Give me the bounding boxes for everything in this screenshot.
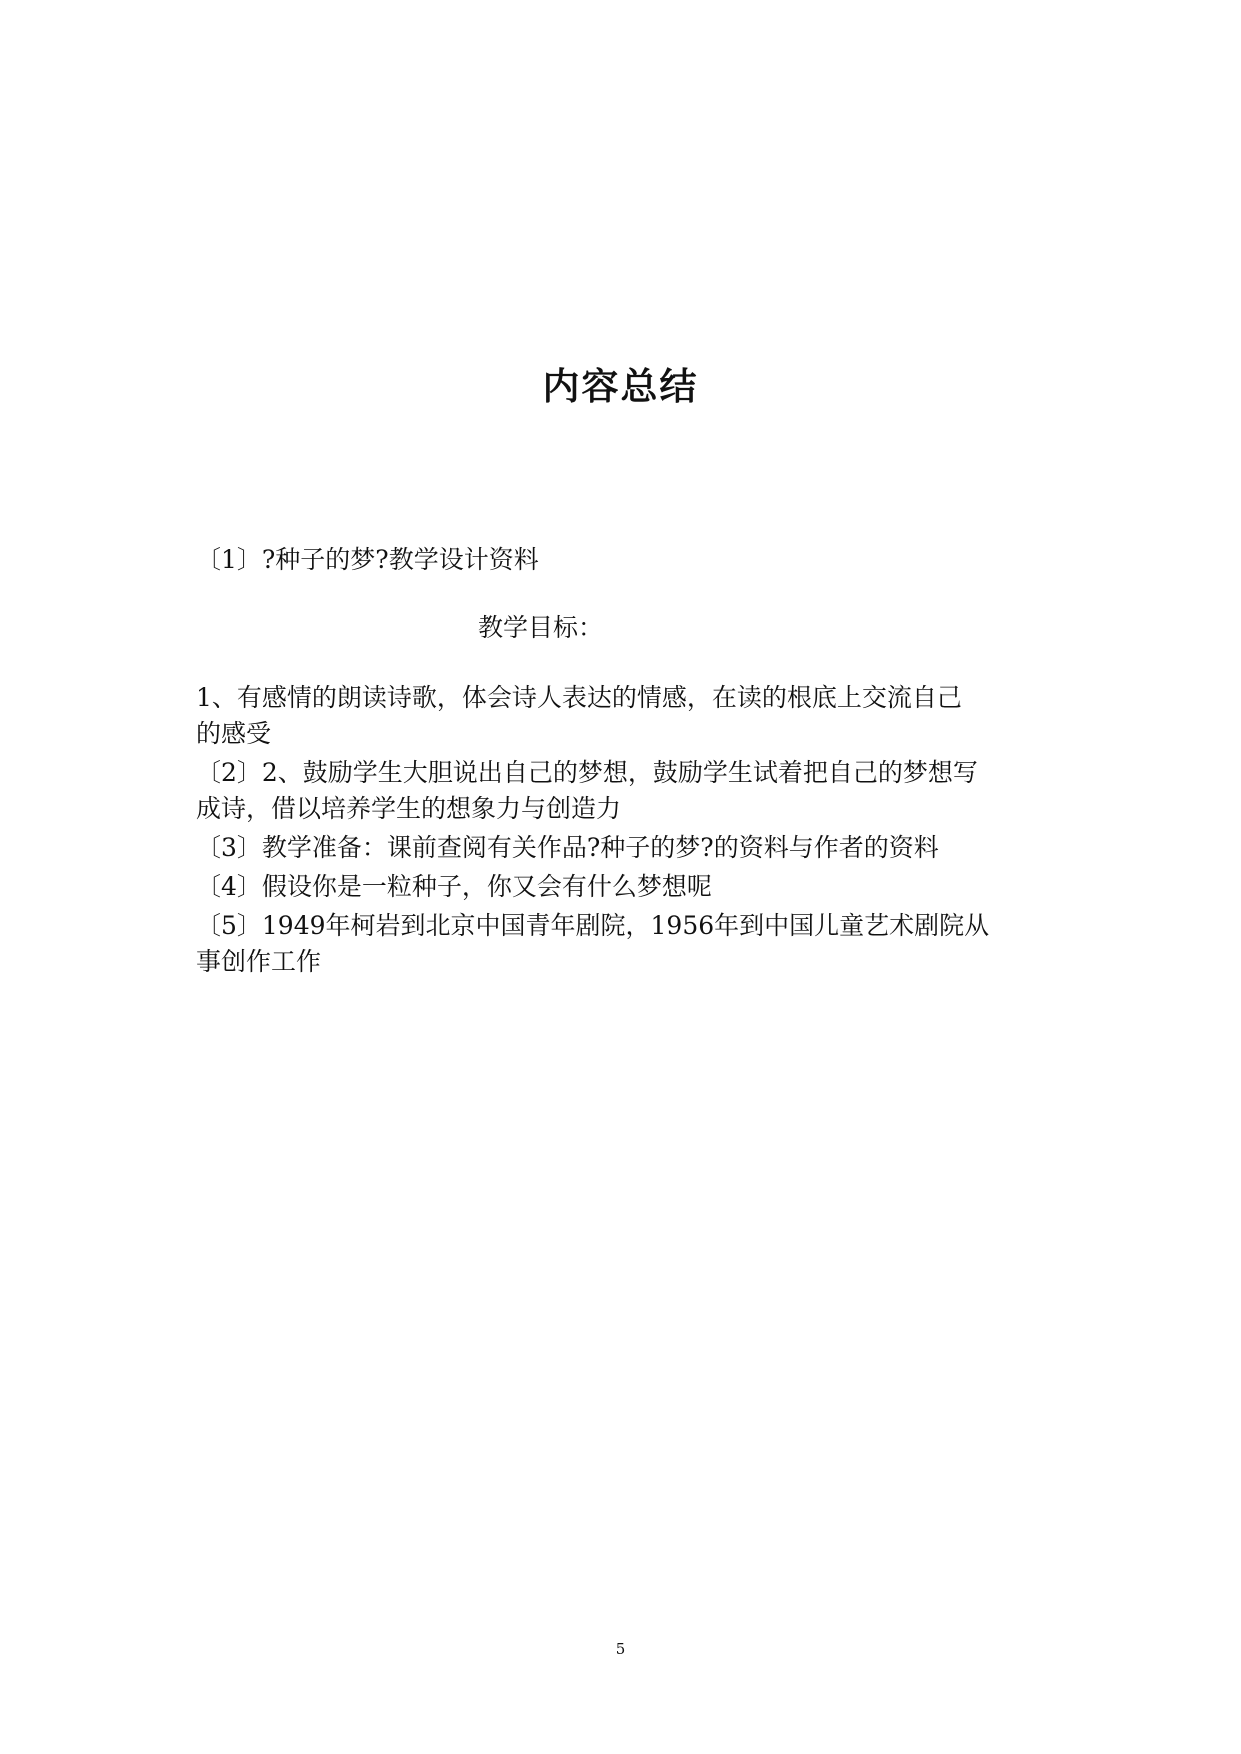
- page-number: 5: [615, 1640, 626, 1658]
- text-line: 〔2〕2、鼓励学生大胆说出自己的梦想，鼓励学生试着把自己的梦想写: [196, 758, 978, 787]
- text-line: 〔3〕教学准备：课前查阅有关作品?种子的梦?的资料与作者的资料: [196, 833, 939, 862]
- text-line: 成诗，借以培养学生的想象力与创造力: [196, 794, 622, 823]
- page-title: 内容总结: [542, 365, 699, 408]
- section-heading: 〔1〕?种子的梦?教学设计资料: [196, 545, 539, 574]
- subheading-teaching-goals: 教学目标：: [478, 613, 604, 642]
- text-line: 的感受: [196, 719, 272, 748]
- text-line: 〔4〕假设你是一粒种子，你又会有什么梦想呢: [196, 872, 712, 901]
- text-line: 1、有感情的朗读诗歌，体会诗人表达的情感，在读的根底上交流自己: [196, 683, 962, 712]
- text-line: 〔5〕1949年柯岩到北京中国青年剧院，1956年到中国儿童艺术剧院从: [196, 911, 990, 940]
- text-line: 事创作工作: [196, 947, 322, 976]
